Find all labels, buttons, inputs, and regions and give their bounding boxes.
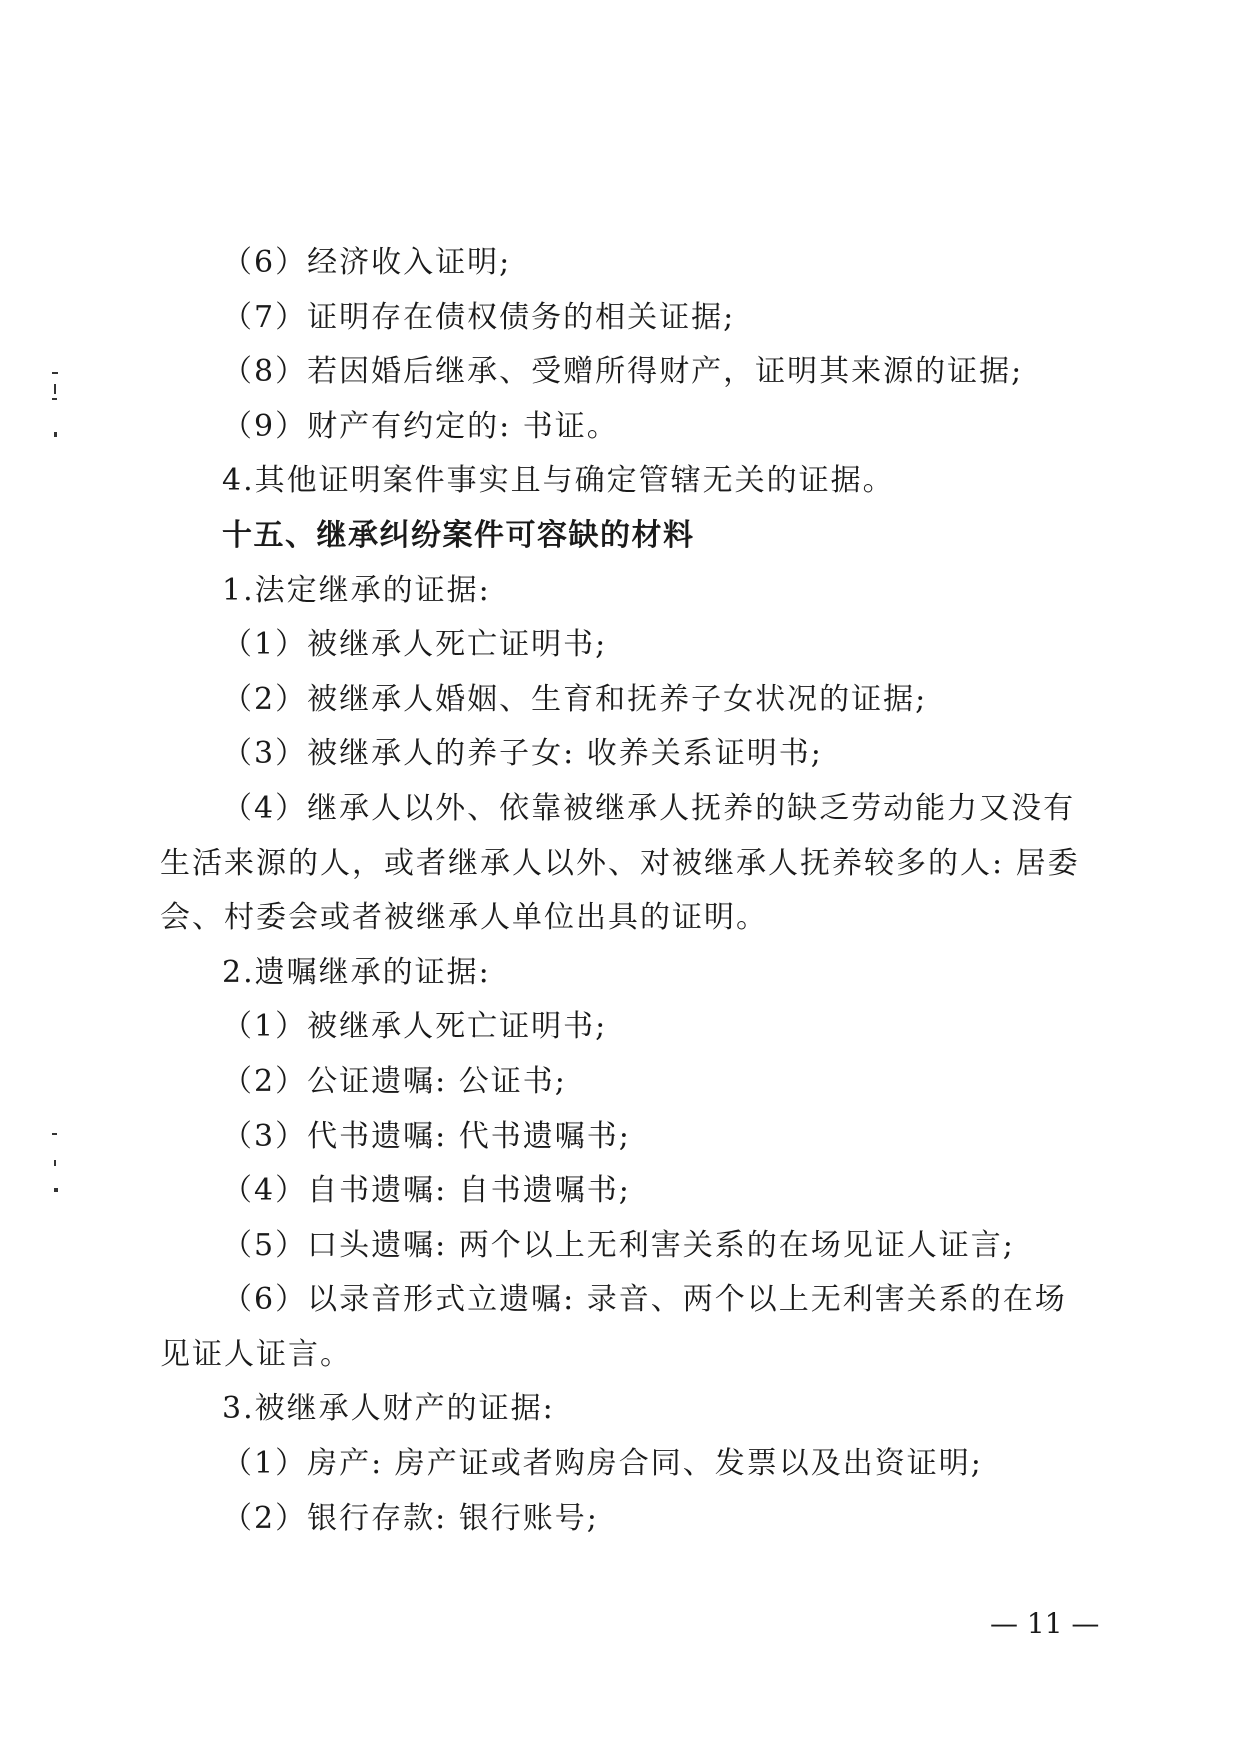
document-body [160, 236, 1090, 1546]
text-line: 2.遗嘱继承的证据: [222, 954, 491, 990]
text-line: 见证人证言。 [160, 1336, 352, 1372]
scan-mark [54, 1160, 56, 1166]
section-heading: 十五、继承纠纷案件可容缺的材料 [222, 517, 695, 553]
text-line: （1）被继承人死亡证明书; [222, 1009, 608, 1045]
text-line: 4.其他证明案件事实且与确定管辖无关的证据。 [222, 463, 895, 499]
text-line: （2）银行存款: 银行账号; [222, 1500, 599, 1536]
text-line: （3）被继承人的养子女: 收养关系证明书; [222, 736, 823, 772]
text-line: （5）口头遗嘱: 两个以上无利害关系的在场见证人证言; [222, 1227, 1015, 1263]
text-line: （2）公证遗嘱: 公证书; [222, 1063, 567, 1099]
text-line: （4）自书遗嘱: 自书遗嘱书; [222, 1173, 631, 1209]
text-line: （3）代书遗嘱: 代书遗嘱书; [222, 1118, 631, 1154]
text-line: （7）证明存在债权债务的相关证据; [222, 299, 736, 335]
text-line: （8）若因婚后继承、受赠所得财产，证明其来源的证据; [222, 354, 1024, 390]
scan-mark [52, 398, 57, 400]
text-line: 3.被继承人财产的证据: [222, 1391, 555, 1427]
text-line: （2）被继承人婚姻、生育和抚养子女状况的证据; [222, 681, 928, 717]
page-number: — 11 — [990, 1607, 1100, 1640]
scan-mark [52, 372, 58, 374]
scan-mark [52, 1133, 57, 1135]
text-line: （9）财产有约定的: 书证。 [222, 408, 619, 444]
text-line: （4）继承人以外、依靠被继承人抚养的缺乏劳动能力又没有 [222, 790, 1076, 826]
text-line: 1.法定继承的证据: [222, 572, 491, 608]
text-line: （6）以录音形式立遗嘱: 录音、两个以上无利害关系的在场 [222, 1282, 1067, 1318]
text-line: 生活来源的人，或者继承人以外、对被继承人抚养较多的人: 居委 [160, 845, 1080, 881]
text-line: （1）房产: 房产证或者购房合同、发票以及出资证明; [222, 1446, 983, 1482]
scan-mark [54, 384, 56, 394]
text-line: （1）被继承人死亡证明书; [222, 627, 608, 663]
scan-mark [54, 432, 57, 437]
text-line: （6）经济收入证明; [222, 245, 512, 280]
scan-mark [54, 1188, 58, 1192]
text-line: 会、村委会或者被继承人单位出具的证明。 [160, 900, 768, 936]
